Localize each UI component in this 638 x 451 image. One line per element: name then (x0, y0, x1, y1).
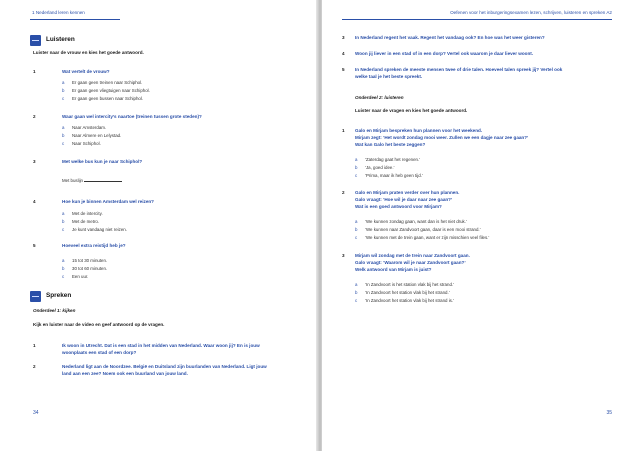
question-number: 1 (342, 128, 345, 133)
option-b[interactable]: b 30 tot 60 minuten. (62, 266, 108, 271)
option-a[interactable]: a ‘In Zandvoort is het station vlak bij het strand.’ (355, 282, 455, 287)
question-text: woonplaats een stad of een dorp? (62, 350, 137, 355)
question-number: 2 (33, 364, 36, 369)
question-text: Mirjam wil zondag met de trein naar Zandvoort gaan. (355, 253, 470, 258)
option-a[interactable]: a ‘We kunnen zondag gaan, want dan is het niet druk.’ (355, 219, 467, 224)
header-rule (30, 19, 120, 20)
question-text: Ik woon in Utrecht. Dat is een stad in het midden van Nederland. Waar woon jij? En is jouw (62, 343, 260, 348)
answer-blank[interactable] (84, 177, 122, 182)
question-text: In Nederland regent het vaak. Regent het vandaag ook? En hoe was het weer gisteren? (355, 35, 545, 40)
question-number: 5 (342, 67, 345, 72)
question-text: Hoe kun je binnen Amsterdam wel reizen? (62, 199, 154, 204)
question-text: Galo vraagt: ‘Waarom wil je naar Zandvoort gaan?’ (355, 260, 466, 265)
option-c[interactable]: c ‘In Zandvoort het station vlak bij het strand is.’ (355, 298, 455, 303)
page-number: 35 (606, 410, 612, 416)
question-number: 1 (33, 69, 36, 74)
question-text: Met welke bus kun je naar Schiphol? (62, 159, 143, 164)
option-b[interactable]: b ‘In Zandvoort het station vlak bij het strand.’ (355, 290, 450, 295)
question-number: 3 (342, 35, 345, 40)
page-number: 34 (33, 410, 39, 416)
book-header: Oefenen voor het inburgeringsexamen lezen, schrijven, luisteren en spreken A2 (450, 10, 612, 15)
option-c[interactable]: c ‘We kunnen met de trein gaan, want er zijn misschien veel files.’ (355, 235, 490, 240)
chapter-header: 1 Nederland leren kennen (32, 10, 85, 15)
instruction: Luister naar de vragen en kies het goede antwoord. (355, 108, 468, 113)
question-text: Wat kan Galo het beste zeggen? (355, 142, 426, 147)
option-a[interactable]: a ‘Zaterdag gaat het regenen.’ (355, 157, 421, 162)
option-b[interactable]: b Er gaan geen vliegtuigen naar Schiphol. (62, 88, 150, 93)
question-text: welke taal je het beste spreekt. (355, 74, 423, 79)
option-b[interactable]: b Naar Almere en Lelystad. (62, 133, 122, 138)
section-title-luisteren: Luisteren (46, 36, 75, 43)
option-b[interactable]: b Met de metro. (62, 219, 100, 224)
question-number: 5 (33, 243, 36, 248)
question-text: Galo en Mirjam praten verder over hun plannen. (355, 190, 460, 195)
instruction: Kijk en luister naar de video en geef antwoord op de vragen. (33, 322, 165, 327)
section-title-spreken: Spreken (46, 292, 72, 299)
option-a[interactable]: a 15 tot 30 minuten. (62, 258, 108, 263)
option-b[interactable]: b ‘We kunnen naar Zandvoort gaan, daar is een mooi strand.’ (355, 227, 481, 232)
question-text: Waar gaan wel intercity’s naartoe (treinen tussen grote steden)? (62, 114, 202, 119)
question-text: land aan een zee? Noem ook een buurland van jouw land. (62, 371, 188, 376)
question-text: Galo vraagt: ‘Hoe wil je daar naar zee gaan?’ (355, 197, 453, 202)
question-text: Wat is een goed antwoord voor Mirjam? (355, 204, 442, 209)
audio-icon (30, 35, 41, 46)
question-number: 1 (33, 343, 36, 348)
option-c[interactable]: c ‘Prima, maar ik heb geen tijd.’ (355, 173, 423, 178)
left-page (0, 0, 318, 451)
header-rule (342, 19, 612, 20)
question-number: 3 (342, 253, 345, 258)
question-text: Hoeveel extra reistijd heb je? (62, 243, 126, 248)
question-text: Galo en Mirjam bespreken hun plannen voor het weekend. (355, 128, 483, 133)
right-page (322, 0, 638, 451)
question-text: Woon jij liever in een stad of in een dorp? Vertel ook waarom je daar liever woont. (355, 51, 534, 56)
fill-in-answer[interactable]: Met buslijn (62, 177, 122, 183)
video-icon (30, 291, 41, 302)
option-c[interactable]: c Er gaan geen bussen naar Schiphol. (62, 96, 144, 101)
option-a[interactable]: a Met de intercity. (62, 211, 103, 216)
option-c[interactable]: c Je kunt vandaag niet reizen. (62, 227, 127, 232)
option-b[interactable]: b ‘Ja, goed idee.’ (355, 165, 395, 170)
question-number: 4 (342, 51, 345, 56)
question-number: 4 (33, 199, 36, 204)
question-number: 2 (342, 190, 345, 195)
question-text: In Nederland spreken de meeste mensen twee of drie talen. Hoeveel talen spreek jij? Vertel ook (355, 67, 563, 72)
option-a[interactable]: a Naar Amsterdam. (62, 125, 107, 130)
subsection-title: Onderdeel 2: luisteren (355, 95, 404, 100)
question-text: Nederland ligt aan de Noordzee. België en Duitsland zijn buurlanden van Nederland. Ligt jouw (62, 364, 267, 369)
question-text: Wat vertelt de vrouw? (62, 69, 110, 74)
option-c[interactable]: c Een uur. (62, 274, 89, 279)
instruction: Luister naar de vrouw en kies het goede antwoord. (33, 50, 144, 55)
subsection-title: Onderdeel 1: kijken (33, 308, 76, 313)
question-number: 3 (33, 159, 36, 164)
question-text: Welk antwoord van Mirjam is juist? (355, 267, 432, 272)
option-c[interactable]: c Naar Schiphol. (62, 141, 101, 146)
question-number: 2 (33, 114, 36, 119)
question-text: Mirjam zegt: ‘Het wordt zondag mooi weer. Zullen we een dagje naar zee gaan?’ (355, 135, 529, 140)
option-a[interactable]: a Er gaan geen treinen naar Schiphol. (62, 80, 143, 85)
